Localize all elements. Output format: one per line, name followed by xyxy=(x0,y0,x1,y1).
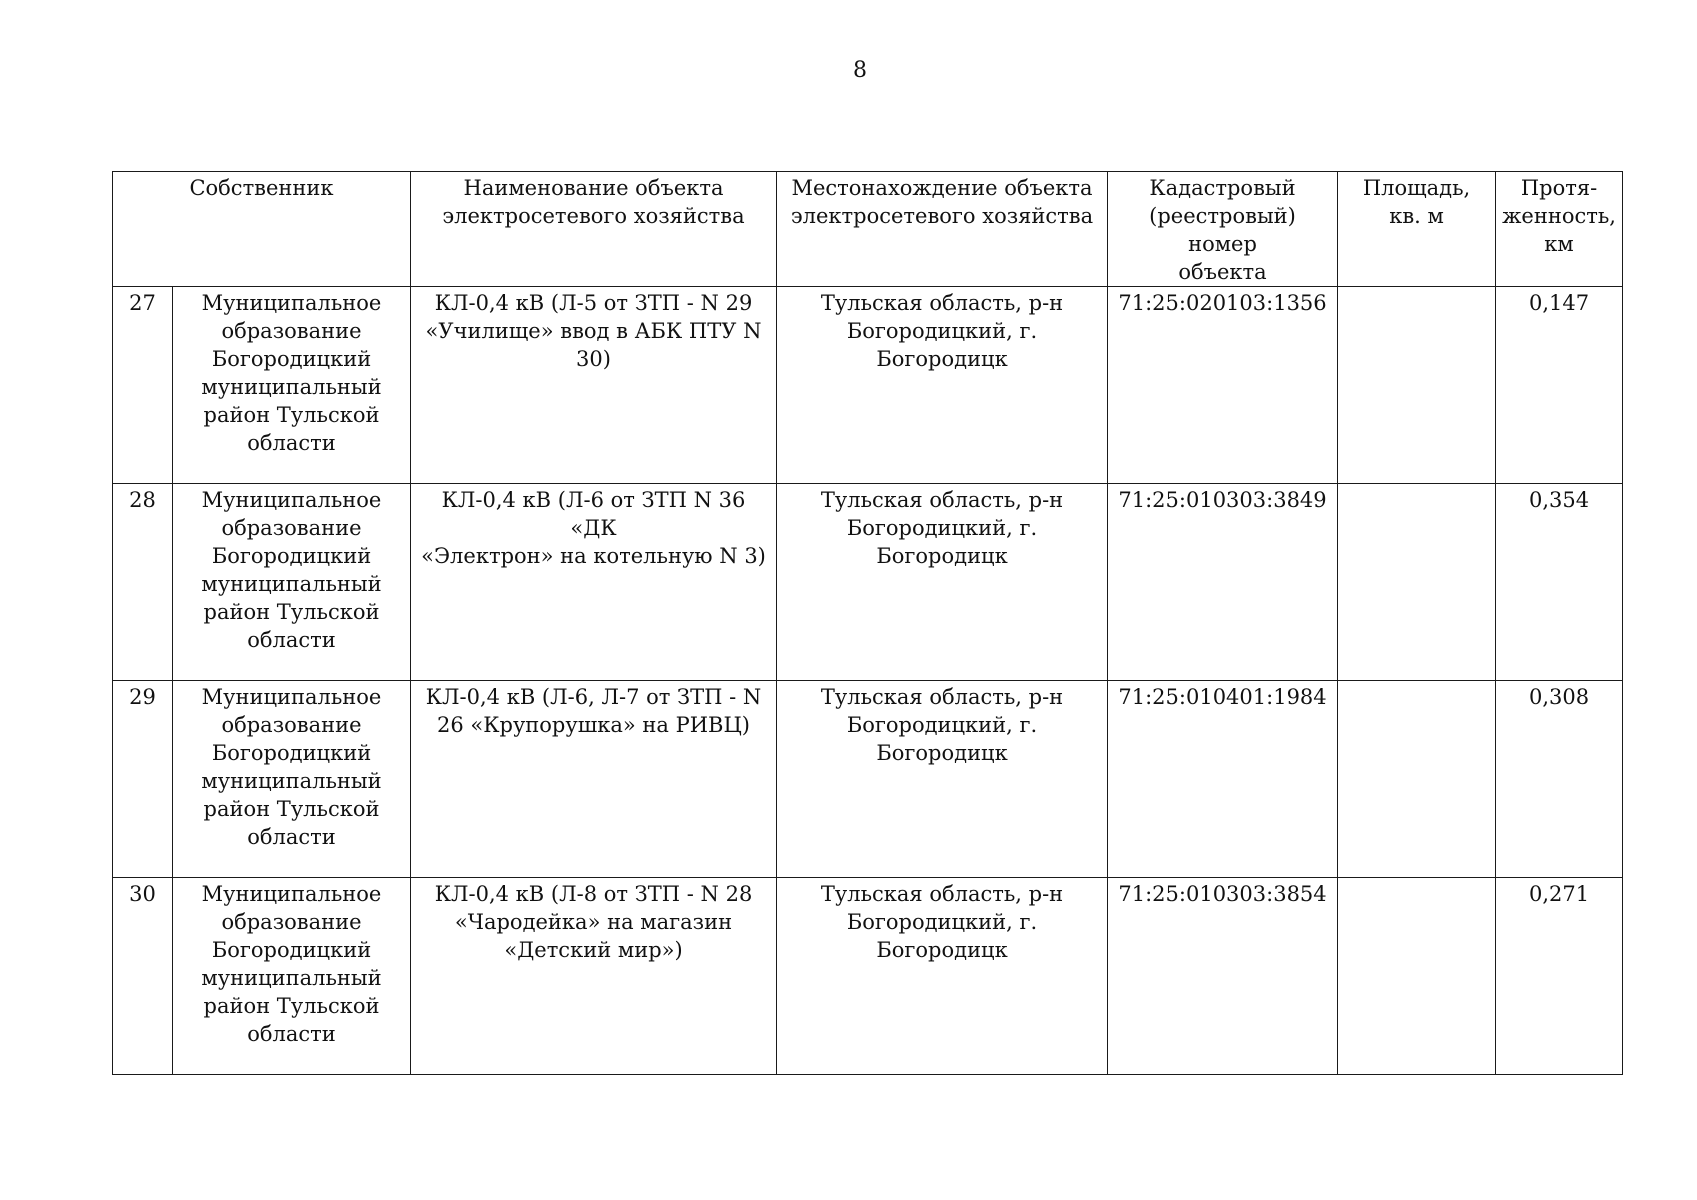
row-number: 29 xyxy=(113,681,173,878)
cadastral-cell: 71:25:010303:3849 xyxy=(1108,484,1338,681)
header-object-name: Наименование объекта электросетевого хозяйства xyxy=(411,172,777,287)
object-name-cell: КЛ-0,4 кВ (Л-8 от ЗТП - N 28 «Чародейка» на магазин «Детский мир») xyxy=(411,878,777,1075)
object-name-cell: КЛ-0,4 кВ (Л-6, Л-7 от ЗТП - N 26 «Крупорушка» на РИВЦ) xyxy=(411,681,777,878)
area-cell xyxy=(1338,681,1496,878)
cadastral-cell: 71:25:010401:1984 xyxy=(1108,681,1338,878)
area-cell xyxy=(1338,878,1496,1075)
location-cell: Тульская область, р-н Богородицкий, г. Богородицк xyxy=(777,287,1108,484)
owner-cell: Муниципальное образование Богородицкий муниципальный район Тульской области xyxy=(173,287,411,484)
header-owner: Собственник xyxy=(113,172,411,287)
cadastral-cell: 71:25:010303:3854 xyxy=(1108,878,1338,1075)
table-row xyxy=(113,681,1623,878)
location-cell: Тульская область, р-н Богородицкий, г. Богородицк xyxy=(777,681,1108,878)
area-cell xyxy=(1338,484,1496,681)
owner-cell: Муниципальное образование Богородицкий муниципальный район Тульской области xyxy=(173,681,411,878)
row-number: 27 xyxy=(113,287,173,484)
table-row xyxy=(113,878,1623,1075)
object-name-cell: КЛ-0,4 кВ (Л-5 от ЗТП - N 29 «Училище» ввод в АБК ПТУ N 30) xyxy=(411,287,777,484)
row-number: 28 xyxy=(113,484,173,681)
table-row xyxy=(113,287,1623,484)
owner-cell: Муниципальное образование Богородицкий муниципальный район Тульской области xyxy=(173,484,411,681)
cadastral-cell: 71:25:020103:1356 xyxy=(1108,287,1338,484)
table-header-row xyxy=(113,172,1623,287)
header-length: Протя- женность, км xyxy=(1496,172,1623,287)
header-location: Местонахождение объекта электросетевого хозяйства xyxy=(777,172,1108,287)
header-area: Площадь, кв. м xyxy=(1338,172,1496,287)
row-number: 30 xyxy=(113,878,173,1075)
length-cell: 0,271 xyxy=(1496,878,1623,1075)
page-number: 8 xyxy=(853,58,867,83)
object-name-cell: КЛ-0,4 кВ (Л-6 от ЗТП N 36 «ДК «Электрон» на котельную N 3) xyxy=(411,484,777,681)
header-cadastral-number: Кадастровый (реестровый) номер объекта xyxy=(1108,172,1338,287)
area-cell xyxy=(1338,287,1496,484)
location-cell: Тульская область, р-н Богородицкий, г. Богородицк xyxy=(777,878,1108,1075)
property-table xyxy=(112,171,1623,1075)
location-cell: Тульская область, р-н Богородицкий, г. Богородицк xyxy=(777,484,1108,681)
length-cell: 0,354 xyxy=(1496,484,1623,681)
length-cell: 0,147 xyxy=(1496,287,1623,484)
owner-cell: Муниципальное образование Богородицкий муниципальный район Тульской области xyxy=(173,878,411,1075)
table-row xyxy=(113,484,1623,681)
length-cell: 0,308 xyxy=(1496,681,1623,878)
